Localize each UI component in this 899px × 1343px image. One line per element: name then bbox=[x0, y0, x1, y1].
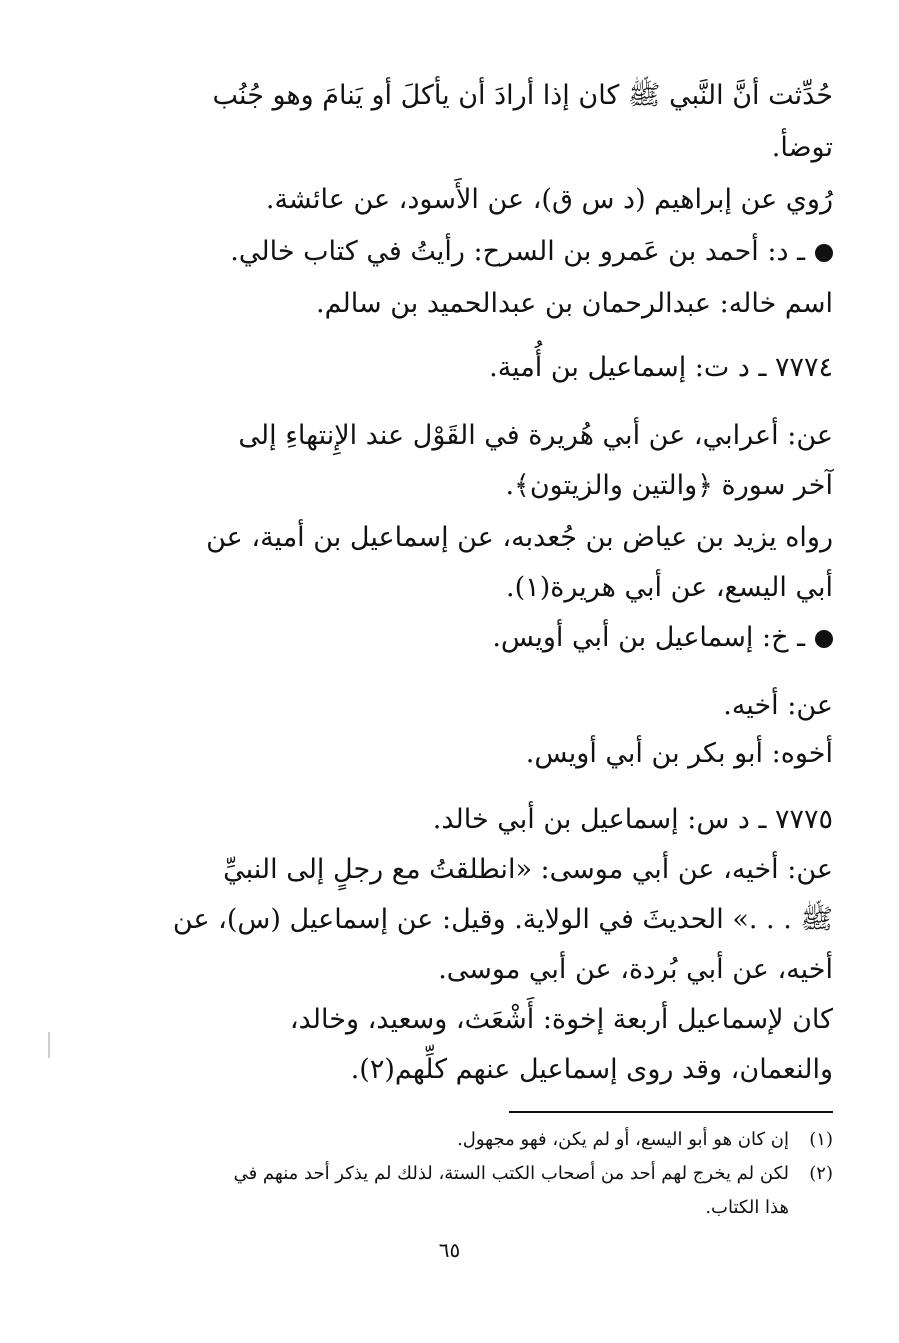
page-number: ٦٥ bbox=[438, 1238, 461, 1262]
text-line: اسم خاله: عبدالرحمان بن عبدالحميد بن سالم. bbox=[316, 288, 833, 319]
entry-heading: ٧٧٧٥ ـ د س: إسماعيل بن أبي خالد. bbox=[432, 804, 833, 835]
footnote-text: هذا الكتاب. bbox=[705, 1197, 789, 1218]
text-line: رُوي عن إبراهيم (د س ق)، عن الأَسود، عن عائشة. bbox=[265, 184, 833, 215]
footnote-number: (١) bbox=[809, 1129, 833, 1150]
footnote-number: (٢) bbox=[809, 1163, 833, 1184]
bullet-line bbox=[133, 232, 833, 272]
entry-heading: ٧٧٧٤ ـ د ت: إسماعيل بن أُمية. bbox=[489, 352, 833, 383]
text-line: حُدِّثت أنَّ النَّبي ﷺ كان إذا أرادَ أن يأكلَ أو يَنامَ وهو جُنُب bbox=[212, 80, 833, 111]
scan-mark bbox=[48, 1032, 50, 1058]
text-line: عن: أخيه. bbox=[723, 690, 833, 721]
footnote bbox=[133, 1194, 833, 1222]
text-line: عن: أعرابي، عن أبي هُريرة في القَوْل عند الإِنتهاءِ إلى bbox=[238, 420, 833, 451]
footnote-text: إن كان هو أبو اليسع، أو لم يكن، فهو مجهول. bbox=[457, 1129, 789, 1150]
footnote bbox=[133, 1160, 833, 1188]
text-line: رواه يزيد بن عياض بن جُعدبه، عن إسماعيل بن أمية، عن bbox=[206, 522, 833, 553]
text-line: ـ د: أحمد بن عَمرو بن السرح: رأيتُ في كتاب خالي. bbox=[230, 236, 805, 267]
footnote bbox=[133, 1126, 833, 1154]
bullet-icon bbox=[815, 630, 833, 648]
text-line: والنعمان، وقد روى إسماعيل عنهم كلِّهم(٢). bbox=[350, 1054, 833, 1085]
text-line: كان لإسماعيل أربعة إخوة: أَشْعَث، وسعيد، وخالد، bbox=[289, 1004, 833, 1035]
bullet-icon bbox=[815, 244, 833, 262]
footnote-text: لكن لم يخرج لهم أحد من أصحاب الكتب الستة، لذلك لم يذكر أحد منهم في bbox=[233, 1163, 789, 1184]
bullet-line bbox=[133, 618, 833, 658]
text-line: توضأ. bbox=[771, 132, 833, 163]
footnote-divider bbox=[509, 1111, 833, 1113]
text-line: أخيه، عن أبي بُردة، عن أبي موسى. bbox=[438, 954, 833, 985]
text-line: ﷺ . . .» الحديثَ في الولاية. وقيل: عن إسماعيل (س)، عن bbox=[172, 904, 833, 935]
text-line: أبي اليسع، عن أبي هريرة(١). bbox=[506, 572, 833, 603]
text-line: آخر سورة ﴿والتين والزيتون﴾. bbox=[505, 470, 833, 501]
text-line: عن: أخيه، عن أبي موسى: «انطلقتُ مع رجلٍ إلى النبيِّ bbox=[223, 854, 833, 885]
text-line: أخوه: أبو بكر بن أبي أويس. bbox=[525, 738, 833, 769]
text-line: ـ خ: إسماعيل بن أبي أويس. bbox=[492, 622, 805, 653]
